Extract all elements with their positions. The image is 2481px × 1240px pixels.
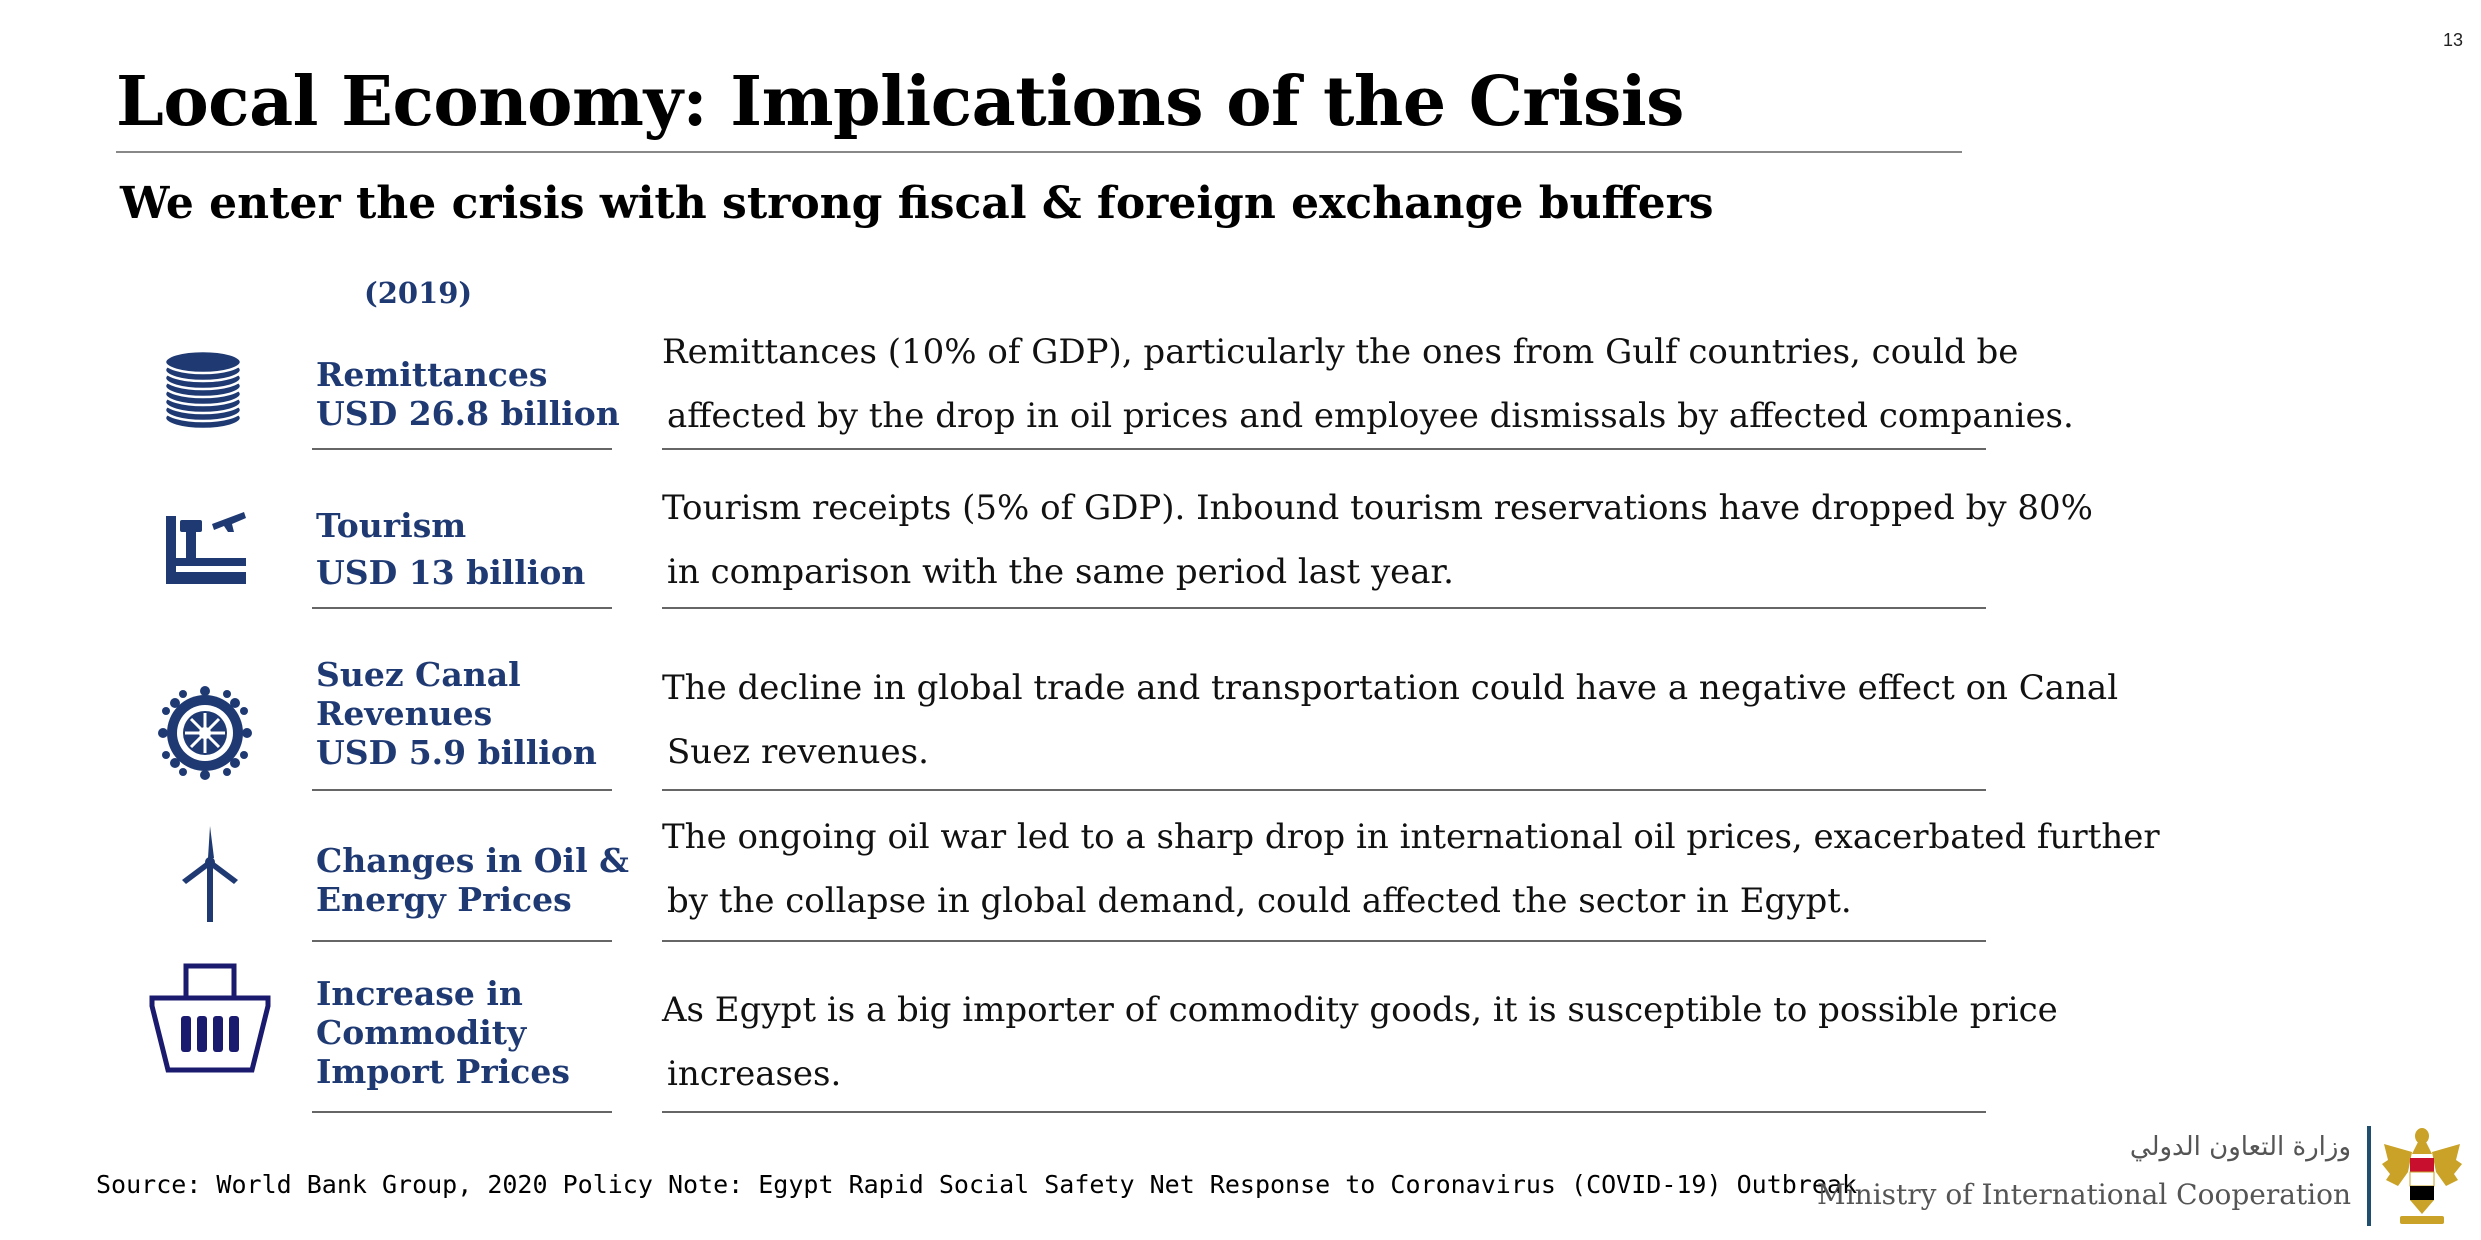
- remittances-description: [662, 320, 2074, 448]
- label-divider: [312, 940, 612, 942]
- label-divider: [312, 607, 612, 609]
- label-line: USD 26.8 billion: [316, 394, 620, 433]
- label-line: USD 13 billion: [316, 553, 586, 592]
- ministry-divider: [2367, 1126, 2371, 1226]
- label-line: USD 5.9 billion: [316, 733, 597, 772]
- label-line: Commodity: [316, 1013, 527, 1052]
- description-divider: [662, 607, 1986, 609]
- label-divider: [312, 1111, 612, 1113]
- commodity-description: [662, 978, 2058, 1106]
- label-divider: [312, 789, 612, 791]
- ministry-name-english: Ministry of International Cooperation: [1817, 1178, 2351, 1211]
- commodity-label: [316, 974, 570, 1091]
- oil-energy-label: [316, 841, 629, 919]
- title-divider: [116, 151, 1962, 153]
- page-number: 13: [2442, 30, 2463, 50]
- description-line: in comparison with the same period last year.: [667, 552, 1454, 592]
- label-line: Remittances: [316, 355, 548, 394]
- description-line: Suez revenues.: [667, 732, 929, 772]
- description-line: increases.: [667, 1054, 842, 1094]
- airport-icon: [164, 502, 250, 592]
- description-line: Remittances (10% of GDP), particularly the ones from Gulf countries, could be: [662, 332, 2019, 372]
- oil-energy-description: [662, 805, 2160, 933]
- suez-canal-label: [316, 655, 597, 772]
- suez-canal-description: [662, 656, 2119, 784]
- source-note: Source: World Bank Group, 2020 Policy Note: Egypt Rapid Social Safety Net Response to Coronavirus (COVID-19) Outbreak: [96, 1170, 1857, 1199]
- description-divider: [662, 940, 1986, 942]
- coins-stack-icon: [162, 348, 244, 436]
- label-line: Revenues: [316, 694, 493, 733]
- label-line: Suez Canal: [316, 655, 521, 694]
- label-line: Import Prices: [316, 1052, 570, 1091]
- tourism-label: [316, 502, 585, 596]
- label-divider: [312, 448, 612, 450]
- year-label: (2019): [364, 276, 473, 310]
- page-subtitle: We enter the crisis with strong fiscal & foreign exchange buffers: [120, 178, 1714, 229]
- label-line: Changes in Oil &: [316, 841, 629, 880]
- description-line: affected by the drop in oil prices and employee dismissals by affected companies.: [667, 396, 2074, 436]
- description-line: As Egypt is a big importer of commodity goods, it is susceptible to possible price: [662, 990, 2058, 1030]
- description-divider: [662, 448, 1986, 450]
- page-title: Local Economy: Implications of the Crisis: [116, 62, 1684, 142]
- ship-wheel-icon: [158, 686, 252, 784]
- ministry-name-arabic: وزارة التعاون الدولي: [2129, 1132, 2351, 1162]
- shopping-basket-icon: [148, 962, 272, 1080]
- description-line: Tourism receipts (5% of GDP). Inbound tourism reservations have dropped by 80%: [662, 488, 2093, 528]
- description-line: The ongoing oil war led to a sharp drop in international oil prices, exacerbated further: [662, 817, 2160, 857]
- label-line: Increase in: [316, 974, 523, 1013]
- description-line: The decline in global trade and transportation could have a negative effect on Canal: [662, 668, 2119, 708]
- description-divider: [662, 1111, 1986, 1113]
- eagle-emblem-icon: [2380, 1124, 2464, 1232]
- wind-turbine-icon: [180, 824, 240, 928]
- tourism-description: [662, 476, 2093, 604]
- remittances-label: [316, 355, 620, 433]
- description-divider: [662, 789, 1986, 791]
- label-line: Energy Prices: [316, 880, 572, 919]
- description-line: by the collapse in global demand, could affected the sector in Egypt.: [667, 881, 1852, 921]
- label-line: Tourism: [316, 506, 467, 545]
